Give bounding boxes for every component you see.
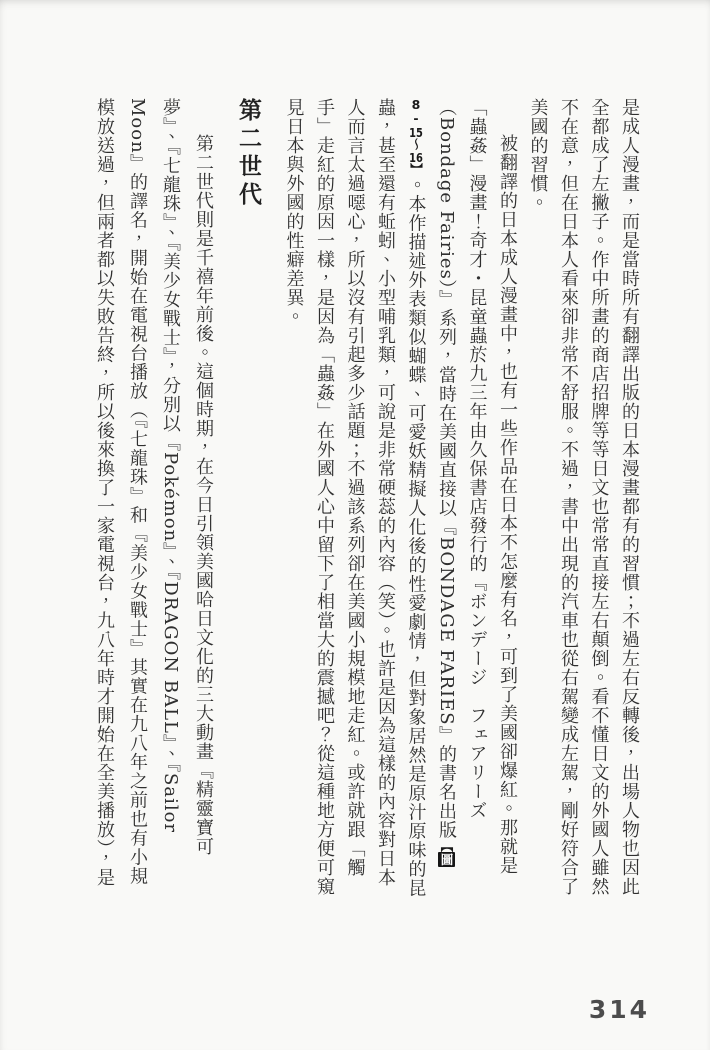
paragraph-second-generation: 第二世代則是千禧年前後。這個時期，在今日引領美國哈日文化的三大動畫『精靈寶可夢』、『七龍珠』、『美少女戰士』，分別以『Pokémon』、『DRAGON BALL』、『Sailor Moon』的譯名，開始在電視台播放（『七龍珠』和『美少女戰士』其實在九八年之前也有小規模放送過，但兩者都以失敗告終，所以後來換了一家電視台，九八年時才開始在全美播放），是 <box>94 98 214 887</box>
figure-badge: 圖 <box>439 853 454 866</box>
paragraph-bondage-fairies <box>278 98 522 900</box>
figure-ref-number-1: 8 <box>411 98 421 111</box>
paragraph-2-text-before-figure: 被翻譯的日本成人漫畫中，也有一些作品在日本不怎麼有名，可到了美國卻爆紅。那就是「蟲姦」漫畫！奇才・昆童蟲於九三年由久保書店發行的『ボンデージ フェアリーズ（Bondage Fairies）』系列，當時在美國直接以『BONDAGE FARIES』的書名出版 <box>436 98 518 875</box>
figure-ref-close-bracket: 】 <box>408 163 424 176</box>
figure-ref-tilde: ～ <box>408 138 424 151</box>
paragraph-2-text-after-figure: 。本作描述外表類似蝴蝶、可愛妖精擬人化後的性愛劇情，但對象居然是原汁原味的昆蟲，甚至還有蚯蚓、小型哺乳類，可說是非常硬蕊的內容（笑）。也許是因為這樣的內容對日本人而言太過噁心，所以沒有引起多少話題；不過該系列卻在美國小規模地走紅。或許就跟「觸手」走紅的原因一樣，是因為「蟲姦」在外國人心中留下了相當大的震撼吧？從這種地方便可窺見日本與外國的性癖差異。 <box>283 98 427 898</box>
page-text-block <box>88 98 644 900</box>
page-number: 314 <box>588 995 650 1024</box>
figure-ref-dash: - <box>408 110 424 126</box>
figure-ref-number-2: 15 <box>409 125 423 138</box>
figure-ref-open-bracket: 【 <box>439 839 454 853</box>
section-heading: 第二世代 <box>235 98 261 210</box>
figure-ref-number-3: 16 <box>409 150 423 163</box>
paragraph-continued-from-previous-page: 是成人漫畫，而是當時所有翻譯出版的日本漫畫都有的習慣；不過左右反轉後，出場人物也因此全都成了左撇子。作中所畫的商店招牌等等日文也常常直接左右顛倒。看不懂日文的外國人雖然不在意，但在日本人看來卻非常不舒服。不過，書中出現的汽車也從右駕變成左駕，剛好符合了美國的習慣。 <box>527 98 640 896</box>
